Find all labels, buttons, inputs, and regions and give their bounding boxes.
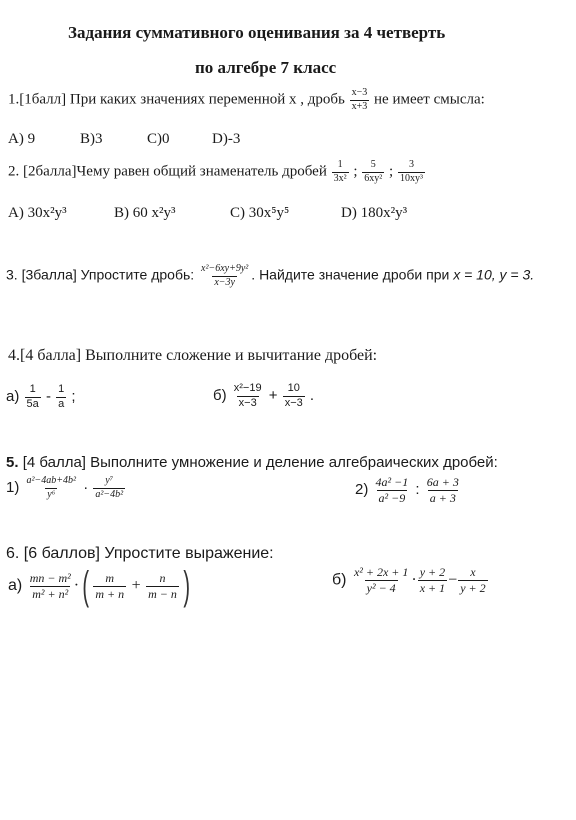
fraction-numerator: 10 — [287, 382, 300, 394]
part-label: а) — [6, 388, 20, 406]
question-4-text: 4.[4 балла] Выполните сложение и вычитание дробей: — [8, 347, 378, 364]
part-label: б) — [332, 571, 347, 589]
separator: ; — [389, 163, 394, 180]
q1-option-d: D)-3 — [212, 131, 241, 147]
fraction-numerator: 1 — [58, 383, 65, 395]
worksheet-subtitle: по алгебре 7 класс — [195, 58, 337, 77]
q2-option-a: А) 30x²y³ — [8, 205, 67, 221]
question-5-part-1 — [6, 476, 126, 500]
operator: - — [45, 388, 51, 406]
fraction-numerator: x — [470, 565, 476, 579]
question-1-fraction — [350, 88, 370, 112]
question-3-text: 3. [3балла] Упростите дробь: — [6, 266, 195, 283]
fraction-numerator: 1 — [29, 383, 36, 395]
question-3 — [6, 264, 534, 288]
operator: − — [448, 571, 458, 589]
question-1 — [8, 88, 485, 112]
operator: : — [415, 481, 420, 499]
fraction — [25, 476, 79, 500]
fraction-numerator: 4a² −1 — [375, 475, 409, 489]
question-6-part-b — [332, 566, 489, 594]
fraction-denominator: x + 1 — [419, 580, 446, 595]
question-4-part-b — [213, 383, 314, 409]
question-1-text-end: не имеет смысла: — [374, 91, 485, 108]
fraction — [93, 476, 125, 500]
question-3-condition: x = 10, y = 3. — [453, 266, 535, 283]
operator: · — [83, 478, 89, 496]
fraction — [56, 384, 66, 410]
fraction-numerator: 5 — [370, 159, 376, 170]
question-5-number: 5. — [6, 454, 19, 471]
question-2-text: 2. [2балла]Чему равен общий знаменатель дробей — [8, 163, 327, 180]
fraction — [93, 572, 126, 600]
fraction — [374, 476, 411, 504]
q1-option-a: А) 9 — [8, 131, 36, 147]
fraction-denominator: 10xy³ — [399, 172, 423, 184]
fraction-denominator: x+3 — [351, 100, 368, 112]
question-5-instruction: [4 балла] Выполните умножение и деление алгебраических дробей: — [22, 454, 498, 471]
fraction-denominator: a²−4b² — [95, 488, 124, 500]
fraction-numerator: y + 2 — [419, 565, 446, 579]
q1-option-b: В)3 — [80, 131, 103, 147]
fraction-denominator: m² + n² — [32, 586, 69, 601]
question-2 — [8, 160, 426, 184]
fraction-denominator: y⁶ — [47, 488, 56, 500]
fraction-denominator: a² −9 — [378, 490, 406, 505]
fraction-numerator: x²−6xy+9y² — [201, 263, 249, 274]
fraction — [418, 566, 447, 594]
fraction-denominator: x−3 — [238, 396, 257, 409]
question-4-part-a — [6, 384, 76, 410]
question-2-fraction-1 — [332, 160, 349, 184]
fraction-numerator: y⁷ — [105, 475, 114, 486]
terminator: ; — [71, 388, 76, 406]
operator: + — [268, 387, 278, 405]
fraction — [283, 383, 305, 409]
fraction-denominator: m − n — [148, 586, 177, 601]
q1-option-c: С)0 — [147, 131, 170, 147]
fraction — [458, 566, 487, 594]
worksheet-title: Задания суммативного оценивания за 4 четверть — [68, 23, 446, 42]
part-label: 2) — [355, 481, 369, 499]
left-parenthesis: ( — [82, 564, 90, 608]
fraction-denominator: y² − 4 — [366, 580, 396, 595]
question-3-fraction — [199, 264, 250, 288]
fraction-numerator: a²−4ab+4b² — [26, 475, 77, 486]
fraction-numerator: 1 — [337, 159, 343, 170]
question-3-text-end: . Найдите значение дроби при — [251, 266, 450, 283]
q2-option-c: С) 30x⁵y⁵ — [230, 205, 290, 221]
fraction — [28, 572, 73, 600]
separator: ; — [353, 163, 358, 180]
right-parenthesis: ) — [183, 564, 190, 608]
question-2-fraction-2 — [362, 160, 384, 184]
fraction-numerator: x²−19 — [233, 382, 262, 394]
fraction — [425, 476, 461, 504]
fraction-numerator: mn − m² — [29, 570, 71, 585]
fraction-numerator: 3 — [408, 159, 414, 170]
fraction-denominator: m + n — [95, 586, 125, 601]
fraction — [232, 383, 264, 409]
operator: · — [411, 571, 417, 589]
fraction-numerator: x−3 — [351, 87, 368, 98]
fraction-denominator: x−3y — [214, 276, 235, 288]
fraction-denominator: 5a — [26, 397, 39, 410]
part-label: б) — [213, 387, 227, 405]
fraction-numerator: m — [105, 570, 115, 585]
fraction — [146, 572, 179, 600]
question-6-text: 6. [6 баллов] Упростите выражение: — [6, 545, 274, 562]
fraction — [352, 566, 410, 594]
q2-option-b: В) 60 x²y³ — [114, 205, 176, 221]
fraction — [25, 384, 41, 410]
fraction-numerator: x² + 2x + 1 — [353, 565, 409, 579]
part-label: 1) — [6, 478, 20, 496]
question-2-fraction-3 — [398, 160, 425, 184]
operator: · — [73, 577, 80, 595]
fraction-denominator: y + 2 — [460, 580, 486, 595]
terminator: . — [309, 387, 315, 405]
fraction-denominator: a + 3 — [429, 490, 456, 505]
q2-option-d: D) 180x²y³ — [341, 205, 408, 221]
question-1-text: 1.[1балл] При каких значениях переменной x , дробь — [8, 91, 345, 108]
question-5-part-2 — [355, 476, 462, 504]
operator: + — [131, 577, 141, 595]
part-label: а) — [8, 577, 23, 595]
fraction-denominator: 6xy² — [364, 172, 383, 184]
fraction-denominator: a — [58, 397, 65, 410]
fraction-numerator: 6a + 3 — [426, 475, 459, 489]
fraction-denominator: x−3 — [284, 396, 303, 409]
question-6-part-a — [8, 566, 193, 606]
question-5-text — [6, 454, 498, 471]
fraction-numerator: n — [159, 570, 166, 585]
fraction-denominator: 3x² — [333, 172, 347, 184]
